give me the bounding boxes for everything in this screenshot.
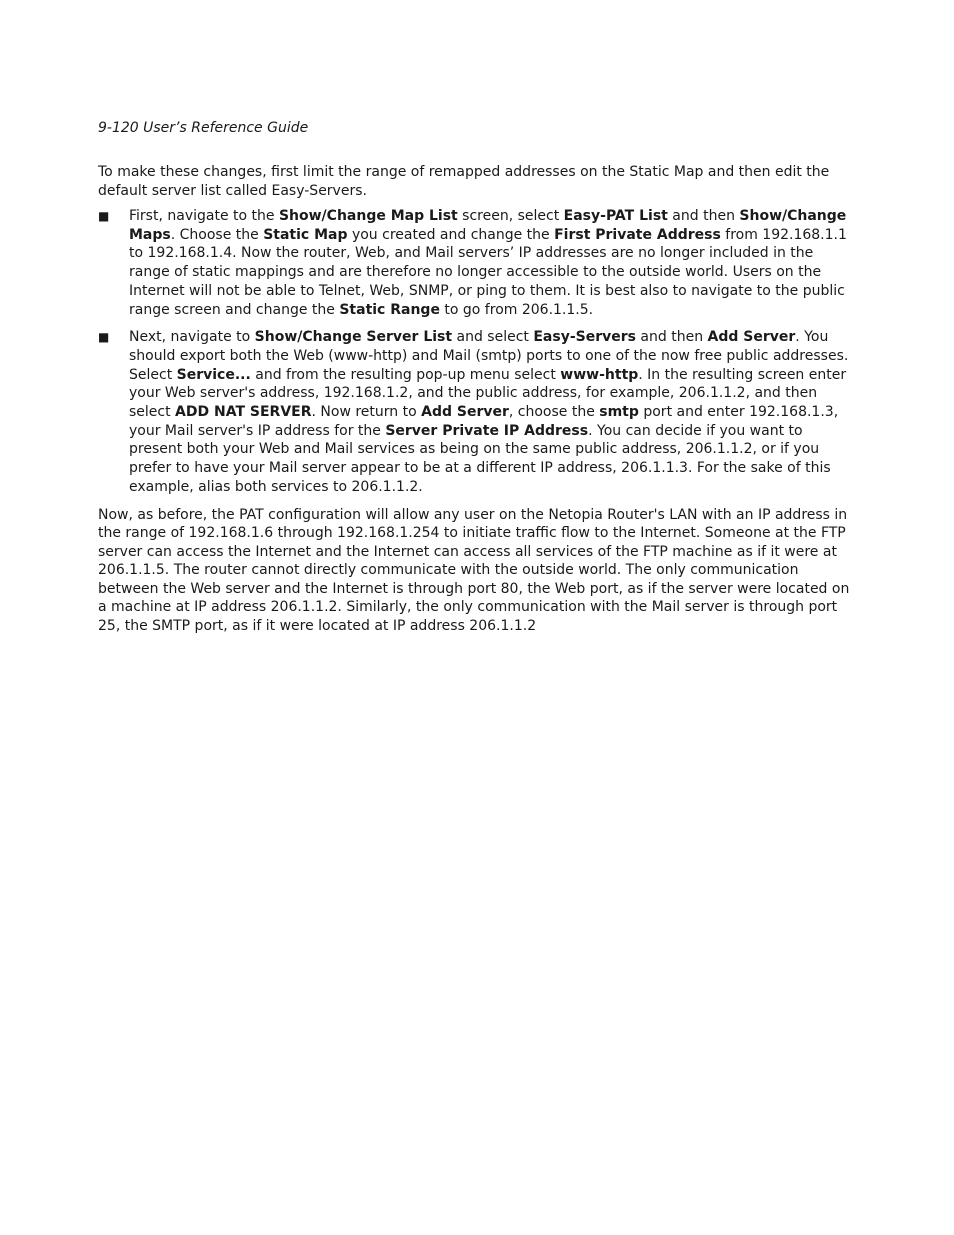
ui-term: Add Server — [421, 404, 509, 421]
text-run: , choose the — [508, 404, 600, 421]
ui-term: Easy-Servers — [533, 329, 636, 346]
ui-term: Service... — [176, 366, 251, 383]
text-run: and then — [667, 208, 740, 224]
text-run: First, navigate to the — [129, 208, 279, 224]
text-run: screen, select — [457, 208, 564, 224]
ui-term: Easy-PAT List — [563, 208, 668, 224]
bullet-square-icon: ■ — [98, 209, 110, 223]
text-run: . You can decide if you want to present both your Web and Mail services as being on the same public address, 206.1.1.2, or if you prefer to have your Mail server appear to be at a different IP address, 206.1.1.3. For the sake of this example, alias both services to 206.1.1.2. — [129, 422, 831, 495]
ui-term: ADD NAT SERVER — [175, 404, 312, 421]
text-run: and from the resulting pop-up menu select — [250, 366, 561, 383]
ui-term: Static Range — [339, 301, 440, 318]
text-run: and select — [452, 329, 534, 346]
intro-paragraph: To make these changes, first limit the range of remapped addresses on the Static Map and then edit the default server list called Easy-Servers. — [98, 164, 830, 199]
text-run: you created and change the — [347, 226, 555, 243]
text-run: . In the resulting screen enter your Web server's address, 192.168.1.2, and the public address, for example, 206.1.1.2, and then select — [129, 366, 847, 421]
text-run: . You should export both the Web (www-http) and Mail (smtp) ports to one of the now free public addresses. Select — [129, 329, 849, 383]
text-run: and then — [635, 329, 708, 346]
text-run: to go from 206.1.1.5. — [439, 301, 594, 318]
closing-paragraph: Now, as before, the PAT configuration will allow any user on the Netopia Router's LAN with an IP address in the range of 192.168.1.6 through 192.168.1.254 to initiate traffic flow to the Internet. Someone at the FTP server can access the Internet and the Internet can access all services of the FTP machine as if it were at 206.1.1.5. The router cannot directly communicate with the outside world. The only communication between the Web server and the Internet is through port 80, the Web port, as if the server were located on a machine at IP address 206.1.1.2. Similarly, the only communication with the Mail server is through port 25, the SMTP port, as if it were located at IP address 206.1.1.2 — [98, 506, 850, 634]
ui-term: Static Map — [263, 226, 348, 243]
text-run: from 192.168.1.1 to 192.168.1.4. Now the router, Web, and Mail servers’ IP addresses are no longer included in the range of static mappings and are therefore no longer accessible to the outside world. Users on the Internet will not be able to Telnet, Web, SNMP, or ping to them. It is best also to navigate to the public range screen and change the — [129, 226, 847, 318]
text-run: . Choose the — [170, 226, 264, 243]
text-run: Next, navigate to — [129, 329, 255, 346]
ui-term: Server Private IP Address — [385, 422, 589, 439]
document-page — [98, 118, 858, 642]
running-head: 9-120 User’s Reference Guide — [98, 120, 309, 136]
ui-term: Show/Change Server List — [254, 329, 453, 346]
ui-term: smtp — [599, 404, 639, 421]
text-run: port and enter 192.168.1.3, your Mail server's IP address for the — [129, 404, 839, 439]
bullet-square-icon: ■ — [98, 330, 110, 345]
ui-term: Add Server — [707, 329, 796, 346]
bullet-item-server-list — [98, 328, 858, 496]
ui-term: Show/Change Map List — [278, 208, 458, 224]
ui-term: First Private Address — [554, 226, 721, 243]
ui-term: Show/Change Maps — [129, 208, 847, 243]
bullet-item-map-list — [98, 207, 858, 319]
text-run: . Now return to — [311, 404, 422, 421]
ui-term: www-http — [560, 366, 639, 383]
